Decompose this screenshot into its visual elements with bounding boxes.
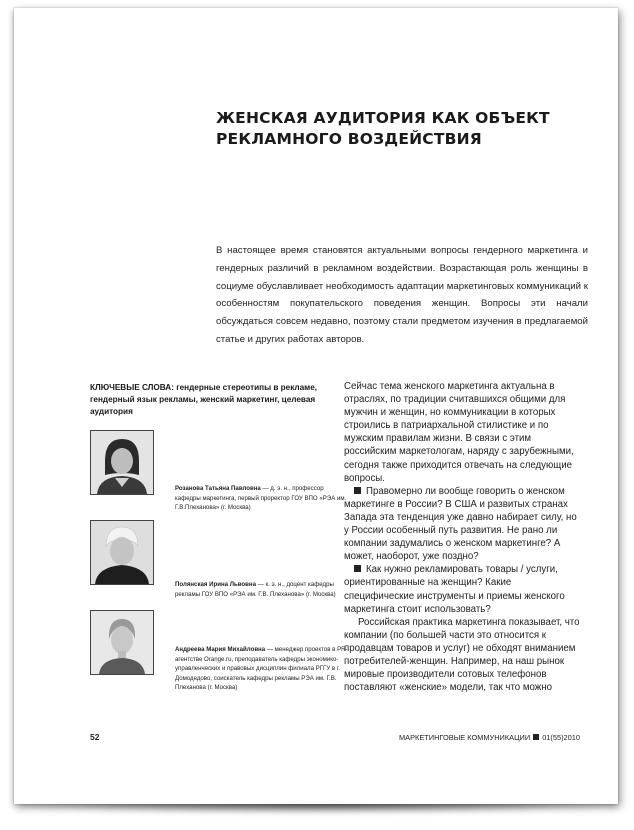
author-1 bbox=[175, 484, 350, 513]
author-1-info: — д. э. н., профессор кафедры маркетинга, первый проректор ГОУ ВПО «РЭА им. Г.В.Плеханова» (г. Москва) bbox=[175, 485, 347, 512]
title-line-1: ЖЕНСКАЯ АУДИТОРИЯ КАК ОБЪЕКТ bbox=[216, 109, 550, 127]
keywords-list: гендерные стереотипы в рекламе, гендерный язык рекламы, женский маркетинг, целевая аудитория bbox=[90, 383, 318, 416]
body-paragraph-3 bbox=[344, 563, 580, 615]
body-paragraph-2-text: Правомерно ли вообще говорить о женском маркетинге в России? В США и развитых странах Запада эта тенденция уже давно набирает силу, но у России особенный путь развития. Не рано ли компании задумались о женском маркетинге? А может, наоборот, уже поздно? bbox=[344, 485, 577, 563]
page-number: 52 bbox=[90, 732, 100, 742]
journal-issue: 01(55)2010 bbox=[542, 733, 580, 742]
body-paragraph-4: Российская практика маркетинга показывает, что компании (по большей части это относится к продавцам товаров и услуг) не обходят вниманием потребителей-женщин. Например, на наш рынок мировые производители сотовых телефонов поставляют «женские» модели, так что можно bbox=[344, 616, 580, 694]
author-photo-3 bbox=[90, 610, 154, 675]
author-2-name: Полянская Ирина Львовна bbox=[175, 581, 256, 588]
author-3-name: Андреева Мария Михайловна bbox=[175, 646, 266, 653]
author-3-info: — менеджер проектов в PR-агентстве Orange.ru, преподаватель кафедры экономико-управленческих и правовых дисциплин филиала РГГУ в г. Домодедово, соискатель кафедры рекламы РЭА им. Г.В. Плеханова (г. Москва) bbox=[175, 646, 348, 692]
keywords bbox=[90, 382, 330, 418]
author-3 bbox=[175, 645, 350, 693]
body-paragraph-1: Сейчас тема женского маркетинга актуальна в отраслях, по традиции считавшихся общими для мужчин и женщин, но коммуникации в которых строились в патриархальной стилистике и по мужским правилам жизни. В связи с этим российским маркетологам, наряду с зарубежными, сегодня также приходится отвечать на следующие вопросы. bbox=[344, 381, 574, 484]
author-photo-2 bbox=[90, 520, 154, 585]
bullet-square-icon bbox=[354, 565, 361, 572]
author-2-info: — к. э. н., доцент кафедры рекламы ГОУ ВПО «РЭА им. Г.В. Плеханова» (г. Москва) bbox=[175, 581, 336, 598]
body-paragraph-2 bbox=[344, 485, 580, 564]
journal-name: МАРКЕТИНГОВЫЕ КОММУНИКАЦИИ bbox=[399, 733, 531, 742]
keywords-label: КЛЮЧЕВЫЕ СЛОВА: bbox=[90, 383, 174, 392]
author-2 bbox=[175, 580, 350, 599]
bullet-square-icon bbox=[354, 487, 361, 494]
author-1-name: Розанова Татьяна Павловна bbox=[175, 485, 261, 492]
article-body bbox=[344, 380, 580, 694]
article-title bbox=[216, 108, 576, 150]
title-line-2: РЕКЛАМНОГО ВОЗДЕЙСТВИЯ bbox=[216, 130, 482, 148]
separator-square-icon bbox=[533, 734, 539, 740]
author-photo-1 bbox=[90, 430, 154, 495]
journal-footer bbox=[399, 733, 580, 742]
article-lead: В настоящее время становятся актуальными вопросы гендерного маркетинга и гендерных различий в рекламном воздействии. Возрастающая роль женщины в социуме обуславливает необходимость адаптации маркетинговых коммуникаций к особенностям покупательского поведения женщин. Вопросы эти начали обсуждаться совсем недавно, поэтому стали предметом изучения в предлагаемой статье и других работах авторов. bbox=[216, 245, 588, 345]
body-paragraph-3-text: Как нужно рекламировать товары / услуги, ориентированные на женщин? Какие специфические инструменты и приемы женского маркетинга стоит использовать? bbox=[344, 564, 565, 615]
